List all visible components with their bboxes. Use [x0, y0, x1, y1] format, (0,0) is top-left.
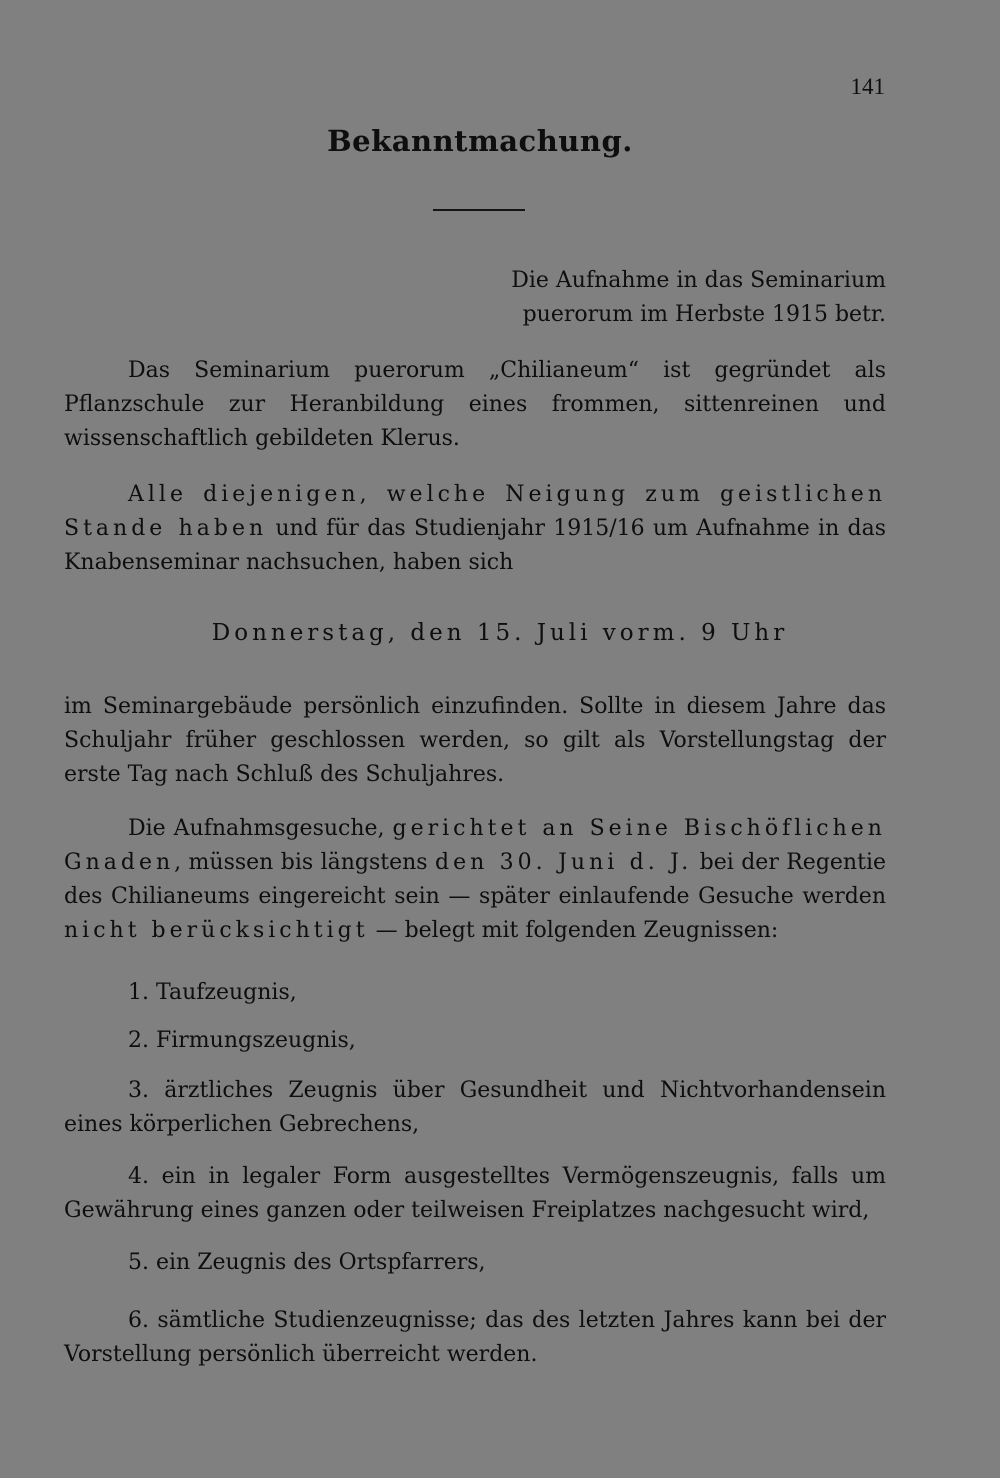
applications-text-d: — belegt mit folgenden Zeugnissen: [368, 918, 779, 943]
paragraph-invitation-rest: und für das Studienjahr 1915/16 um Aufnahme in das Knabenseminar nachsuchen, haben sich [64, 516, 886, 575]
list-item: 3. ärztliches Zeugnis über Gesundheit und Nichtvorhandensein eines körperlichen Gebrechens, [64, 1078, 886, 1137]
list-item: 4. ein in legaler Form ausgestelltes Vermögenszeugnis, falls um Gewährung eines ganzen oder teilweisen Freiplatzes nachgesucht wird, [64, 1164, 886, 1223]
list-item: 6. sämtliche Studienzeugnisse; das des letzten Jahres kann bei der Vorstellung persönlich überreicht werden. [64, 1308, 886, 1367]
list-item: 1. Taufzeugnis, [128, 980, 297, 1005]
paragraph-location: im Seminargebäude persönlich einzufinden. Sollte in diesem Jahre das Schuljahr früher geschlossen werden, so gilt als Vorstellungstag der erste Tag nach Schluß des Schuljahres. [64, 694, 886, 787]
applications-text-a: Die Aufnahmsgesuche, [128, 816, 393, 841]
subject-reference [480, 264, 886, 332]
applications-text-b: , müssen bis längstens [174, 850, 435, 875]
list-item: 2. Firmungszeugnis, [128, 1028, 356, 1053]
page-title: Bekanntmachung. [327, 124, 633, 158]
page-number: 141 [850, 74, 885, 99]
title-divider [433, 209, 525, 211]
emphasis-spaced: den 30. Juni d. J. [435, 850, 693, 875]
date-line: Donnerstag, den 15. Juli vorm. 9 Uhr [211, 620, 789, 646]
paragraph-applications [64, 812, 886, 948]
paragraph-invitation [64, 478, 886, 580]
subject-line-1: Die Aufnahme in das Seminarium [511, 268, 886, 293]
emphasis-spaced: Alle diejenigen, welche Neigung zum geistlichen Stande haben [64, 482, 886, 541]
emphasis-spaced: gerichtet an Seine Bischöflichen Gnaden [64, 816, 886, 875]
list-item: 5. ein Zeugnis des Ortspfarrers, [128, 1250, 486, 1275]
paragraph-purpose: Das Seminarium puerorum „Chilianeum“ ist gegründet als Pflanzschule zur Heranbildung eines frommen, sittenreinen und wissenschaftlich gebildeten Klerus. [64, 358, 886, 451]
subject-line-2: puerorum im Herbste 1915 betr. [522, 302, 886, 327]
applications-text-c: bei der Regentie des Chilianeums eingereicht sein — später einlaufende Gesuche werden [64, 850, 886, 909]
emphasis-spaced: nicht berücksichtigt [64, 918, 369, 943]
